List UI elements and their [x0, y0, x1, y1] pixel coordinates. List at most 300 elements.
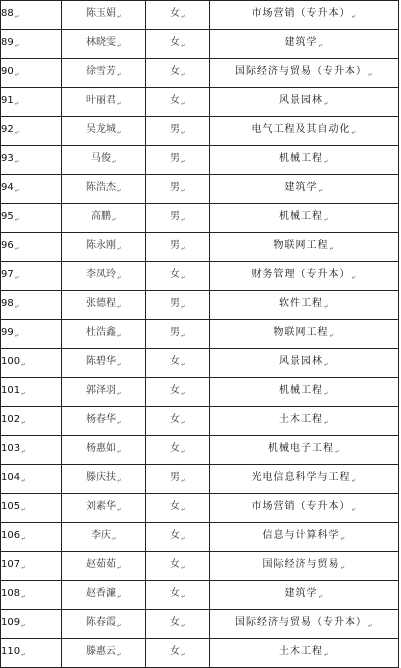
- name-text: 陈春霞: [86, 617, 117, 628]
- student-name-cell: [62, 407, 146, 436]
- name-text: 刘素华: [86, 501, 117, 512]
- paragraph-mark-icon: ⤶: [181, 41, 185, 49]
- name-text: 赵香濂: [86, 588, 117, 599]
- row-number-cell: [1, 117, 62, 146]
- no-text: 104: [1, 472, 21, 483]
- paragraph-mark-icon: ⤶: [14, 70, 19, 78]
- gender-text: 男: [170, 472, 181, 483]
- no-text: 90: [1, 66, 14, 77]
- row-number-cell: [1, 262, 62, 291]
- gender-cell: [146, 581, 210, 610]
- paragraph-mark-icon: ⤶: [14, 41, 19, 49]
- no-text: 106: [1, 530, 21, 541]
- row-number-cell: [1, 552, 62, 581]
- paragraph-mark-icon: ⤶: [324, 157, 329, 165]
- gender-cell: [146, 407, 210, 436]
- name-text: 杨惠如: [86, 443, 117, 454]
- paragraph-mark-icon: ⤶: [335, 447, 340, 455]
- no-text: 92: [1, 124, 14, 135]
- student-name-cell: [62, 610, 146, 639]
- paragraph-mark-icon: ⤶: [181, 99, 185, 107]
- major-text: 信息与计算科学: [262, 530, 340, 541]
- table-row: [1, 552, 399, 581]
- row-number-cell: [1, 610, 62, 639]
- paragraph-mark-icon: ⤶: [181, 650, 185, 658]
- gender-cell: [146, 233, 210, 262]
- paragraph-mark-icon: ⤶: [329, 244, 335, 252]
- name-text: 李庆: [91, 530, 112, 541]
- gender-text: 女: [170, 530, 181, 541]
- major-text: 物联网工程: [273, 327, 329, 338]
- paragraph-mark-icon: ⤶: [324, 650, 329, 658]
- student-name-cell: [62, 465, 146, 494]
- gender-text: 女: [170, 66, 181, 77]
- gender-text: 女: [170, 646, 181, 657]
- major-text: 建筑学: [284, 182, 318, 193]
- major-text: 机械工程: [279, 211, 324, 222]
- name-text: 滕庆扶: [86, 472, 117, 483]
- paragraph-mark-icon: ⤶: [181, 360, 185, 368]
- major-cell: [210, 117, 399, 146]
- major-cell: [210, 262, 399, 291]
- gender-text: 女: [170, 385, 181, 396]
- paragraph-mark-icon: ⤶: [117, 12, 121, 20]
- paragraph-mark-icon: ⤶: [318, 186, 324, 194]
- table-row: [1, 30, 399, 59]
- paragraph-mark-icon: ⤶: [14, 331, 19, 339]
- major-text: 财务管理（专升本）: [251, 269, 351, 280]
- gender-text: 女: [170, 617, 181, 628]
- table-row: [1, 146, 399, 175]
- major-cell: [210, 88, 399, 117]
- paragraph-mark-icon: ⤶: [117, 302, 121, 310]
- paragraph-mark-icon: ⤶: [117, 186, 121, 194]
- name-text: 滕惠云: [86, 646, 117, 657]
- student-name-cell: [62, 378, 146, 407]
- no-text: 100: [1, 356, 21, 367]
- student-name-cell: [62, 1, 146, 30]
- major-cell: [210, 1, 399, 30]
- gender-cell: [146, 175, 210, 204]
- gender-cell: [146, 523, 210, 552]
- paragraph-mark-icon: ⤶: [112, 534, 116, 542]
- major-text: 建筑学: [284, 588, 318, 599]
- no-text: 97: [1, 269, 14, 280]
- paragraph-mark-icon: ⤶: [181, 215, 185, 223]
- paragraph-mark-icon: ⤶: [117, 331, 121, 339]
- major-cell: [210, 30, 399, 59]
- table-row: [1, 581, 399, 610]
- major-cell: [210, 465, 399, 494]
- name-text: 叶丽君: [86, 95, 117, 106]
- gender-cell: [146, 378, 210, 407]
- gender-cell: [146, 1, 210, 30]
- paragraph-mark-icon: ⤶: [324, 99, 329, 107]
- no-text: 110: [1, 646, 21, 657]
- table-row: [1, 233, 399, 262]
- table-row: [1, 204, 399, 233]
- major-cell: [210, 581, 399, 610]
- student-name-cell: [62, 494, 146, 523]
- table-row: [1, 88, 399, 117]
- gender-text: 男: [170, 327, 181, 338]
- major-cell: [210, 610, 399, 639]
- row-number-cell: [1, 291, 62, 320]
- paragraph-mark-icon: ⤶: [181, 592, 185, 600]
- name-text: 林晓雯: [86, 37, 117, 48]
- paragraph-mark-icon: ⤶: [117, 273, 121, 281]
- paragraph-mark-icon: ⤶: [351, 273, 357, 281]
- gender-text: 女: [170, 269, 181, 280]
- paragraph-mark-icon: ⤶: [351, 476, 357, 484]
- paragraph-mark-icon: ⤶: [21, 505, 26, 513]
- row-number-cell: [1, 175, 62, 204]
- gender-cell: [146, 30, 210, 59]
- paragraph-mark-icon: ⤶: [181, 302, 185, 310]
- table-row: [1, 465, 399, 494]
- table-row: [1, 494, 399, 523]
- paragraph-mark-icon: ⤶: [324, 215, 329, 223]
- table-row: [1, 59, 399, 88]
- paragraph-mark-icon: ⤶: [21, 360, 26, 368]
- major-cell: [210, 639, 399, 668]
- paragraph-mark-icon: ⤶: [324, 360, 329, 368]
- gender-text: 男: [170, 211, 181, 222]
- student-name-cell: [62, 291, 146, 320]
- major-cell: [210, 233, 399, 262]
- name-text: 杨春华: [86, 414, 117, 425]
- student-name-cell: [62, 146, 146, 175]
- major-text: 国际经济与贸易（专升本）: [235, 66, 368, 77]
- name-text: 陈玉娟: [86, 8, 117, 19]
- major-text: 物联网工程: [273, 240, 329, 251]
- student-name-cell: [62, 349, 146, 378]
- row-number-cell: [1, 233, 62, 262]
- paragraph-mark-icon: ⤶: [112, 215, 116, 223]
- paragraph-mark-icon: ⤶: [21, 534, 26, 542]
- row-number-cell: [1, 146, 62, 175]
- major-cell: [210, 146, 399, 175]
- paragraph-mark-icon: ⤶: [112, 157, 116, 165]
- paragraph-mark-icon: ⤶: [14, 186, 19, 194]
- row-number-cell: [1, 494, 62, 523]
- gender-cell: [146, 291, 210, 320]
- table-row: [1, 1, 399, 30]
- student-name-cell: [62, 436, 146, 465]
- paragraph-mark-icon: ⤶: [117, 41, 121, 49]
- major-text: 机械工程: [279, 385, 324, 396]
- name-text: 郭泽羽: [86, 385, 117, 396]
- paragraph-mark-icon: ⤶: [181, 70, 185, 78]
- major-text: 光电信息科学与工程: [251, 472, 351, 483]
- gender-text: 女: [170, 414, 181, 425]
- paragraph-mark-icon: ⤶: [117, 505, 121, 513]
- name-text: 陈永刚: [86, 240, 117, 251]
- major-text: 国际经济与贸易（专升本）: [235, 617, 368, 628]
- major-cell: [210, 175, 399, 204]
- paragraph-mark-icon: ⤶: [181, 273, 185, 281]
- paragraph-mark-icon: ⤶: [117, 244, 121, 252]
- paragraph-mark-icon: ⤶: [117, 128, 121, 136]
- gender-cell: [146, 552, 210, 581]
- gender-text: 女: [170, 95, 181, 106]
- table-row: [1, 117, 399, 146]
- gender-text: 女: [170, 443, 181, 454]
- paragraph-mark-icon: ⤶: [351, 505, 357, 513]
- major-text: 国际经济与贸易: [262, 559, 340, 570]
- major-text: 软件工程: [279, 298, 324, 309]
- row-number-cell: [1, 436, 62, 465]
- paragraph-mark-icon: ⤶: [181, 476, 185, 484]
- no-text: 93: [1, 153, 14, 164]
- paragraph-mark-icon: ⤶: [21, 389, 26, 397]
- student-name-cell: [62, 59, 146, 88]
- paragraph-mark-icon: ⤶: [181, 505, 185, 513]
- table-row: [1, 175, 399, 204]
- gender-cell: [146, 494, 210, 523]
- major-cell: [210, 349, 399, 378]
- name-text: 杜浩鑫: [86, 327, 117, 338]
- gender-text: 女: [170, 588, 181, 599]
- paragraph-mark-icon: ⤶: [21, 621, 26, 629]
- gender-text: 女: [170, 37, 181, 48]
- paragraph-mark-icon: ⤶: [14, 157, 19, 165]
- no-text: 95: [1, 211, 14, 222]
- no-text: 101: [1, 385, 21, 396]
- no-text: 98: [1, 298, 14, 309]
- table-row: [1, 639, 399, 668]
- student-name-cell: [62, 175, 146, 204]
- roster-table-body: [1, 1, 399, 668]
- gender-cell: [146, 610, 210, 639]
- paragraph-mark-icon: ⤶: [181, 418, 185, 426]
- table-row: [1, 262, 399, 291]
- paragraph-mark-icon: ⤶: [329, 331, 335, 339]
- major-cell: [210, 291, 399, 320]
- major-cell: [210, 204, 399, 233]
- no-text: 102: [1, 414, 21, 425]
- paragraph-mark-icon: ⤶: [181, 563, 185, 571]
- student-name-cell: [62, 639, 146, 668]
- table-row: [1, 378, 399, 407]
- paragraph-mark-icon: ⤶: [181, 534, 185, 542]
- paragraph-mark-icon: ⤶: [324, 418, 329, 426]
- major-cell: [210, 320, 399, 349]
- gender-cell: [146, 117, 210, 146]
- major-cell: [210, 552, 399, 581]
- student-name-cell: [62, 117, 146, 146]
- row-number-cell: [1, 465, 62, 494]
- paragraph-mark-icon: ⤶: [21, 418, 26, 426]
- no-text: 91: [1, 95, 14, 106]
- paragraph-mark-icon: ⤶: [340, 534, 346, 542]
- paragraph-mark-icon: ⤶: [324, 389, 329, 397]
- table-row: [1, 407, 399, 436]
- paragraph-mark-icon: ⤶: [117, 592, 121, 600]
- row-number-cell: [1, 30, 62, 59]
- paragraph-mark-icon: ⤶: [181, 244, 185, 252]
- paragraph-mark-icon: ⤶: [14, 128, 19, 136]
- student-name-cell: [62, 523, 146, 552]
- gender-cell: [146, 204, 210, 233]
- no-text: 89: [1, 37, 14, 48]
- major-text: 风景园林: [279, 95, 324, 106]
- major-text: 市场营销（专升本）: [251, 8, 351, 19]
- gender-cell: [146, 320, 210, 349]
- gender-cell: [146, 465, 210, 494]
- gender-text: 男: [170, 298, 181, 309]
- row-number-cell: [1, 204, 62, 233]
- paragraph-mark-icon: ⤶: [181, 447, 185, 455]
- name-text: 吴龙城: [86, 124, 117, 135]
- student-name-cell: [62, 320, 146, 349]
- gender-cell: [146, 262, 210, 291]
- table-row: [1, 436, 399, 465]
- no-text: 94: [1, 182, 14, 193]
- paragraph-mark-icon: ⤶: [368, 621, 373, 629]
- paragraph-mark-icon: ⤶: [181, 186, 185, 194]
- paragraph-mark-icon: ⤶: [117, 418, 121, 426]
- gender-text: 女: [170, 559, 181, 570]
- table-row: [1, 523, 399, 552]
- paragraph-mark-icon: ⤶: [14, 302, 19, 310]
- row-number-cell: [1, 378, 62, 407]
- paragraph-mark-icon: ⤶: [117, 99, 121, 107]
- gender-text: 男: [170, 182, 181, 193]
- student-name-cell: [62, 262, 146, 291]
- name-text: 陈碧华: [86, 356, 117, 367]
- row-number-cell: [1, 581, 62, 610]
- name-text: 赵茹茹: [86, 559, 117, 570]
- row-number-cell: [1, 639, 62, 668]
- name-text: 张德程: [86, 298, 117, 309]
- paragraph-mark-icon: ⤶: [14, 12, 19, 20]
- name-text: 马俊: [91, 153, 112, 164]
- student-name-cell: [62, 30, 146, 59]
- paragraph-mark-icon: ⤶: [21, 650, 26, 658]
- major-cell: [210, 407, 399, 436]
- paragraph-mark-icon: ⤶: [117, 389, 121, 397]
- paragraph-mark-icon: ⤶: [14, 215, 19, 223]
- major-text: 建筑学: [284, 37, 318, 48]
- major-text: 土木工程: [279, 414, 324, 425]
- paragraph-mark-icon: ⤶: [318, 41, 324, 49]
- gender-text: 男: [170, 240, 181, 251]
- row-number-cell: [1, 523, 62, 552]
- table-row: [1, 291, 399, 320]
- table-row: [1, 320, 399, 349]
- major-cell: [210, 436, 399, 465]
- paragraph-mark-icon: ⤶: [181, 12, 185, 20]
- major-text: 土木工程: [279, 646, 324, 657]
- name-text: 李凤玲: [86, 269, 117, 280]
- student-name-cell: [62, 552, 146, 581]
- row-number-cell: [1, 407, 62, 436]
- no-text: 107: [1, 559, 21, 570]
- gender-text: 男: [170, 153, 181, 164]
- paragraph-mark-icon: ⤶: [21, 592, 26, 600]
- paragraph-mark-icon: ⤶: [117, 621, 121, 629]
- paragraph-mark-icon: ⤶: [117, 70, 121, 78]
- paragraph-mark-icon: ⤶: [117, 476, 121, 484]
- paragraph-mark-icon: ⤶: [21, 476, 26, 484]
- paragraph-mark-icon: ⤶: [117, 447, 121, 455]
- gender-cell: [146, 146, 210, 175]
- gender-cell: [146, 59, 210, 88]
- paragraph-mark-icon: ⤶: [318, 592, 324, 600]
- paragraph-mark-icon: ⤶: [351, 12, 357, 20]
- gender-cell: [146, 349, 210, 378]
- paragraph-mark-icon: ⤶: [351, 128, 357, 136]
- name-text: 徐雪芳: [86, 66, 117, 77]
- major-text: 机械工程: [279, 153, 324, 164]
- major-cell: [210, 59, 399, 88]
- paragraph-mark-icon: ⤶: [117, 650, 121, 658]
- paragraph-mark-icon: ⤶: [324, 302, 329, 310]
- name-text: 高鹏: [91, 211, 112, 222]
- paragraph-mark-icon: ⤶: [14, 244, 19, 252]
- paragraph-mark-icon: ⤶: [368, 70, 373, 78]
- paragraph-mark-icon: ⤶: [181, 621, 185, 629]
- gender-cell: [146, 88, 210, 117]
- row-number-cell: [1, 88, 62, 117]
- major-cell: [210, 523, 399, 552]
- gender-cell: [146, 639, 210, 668]
- paragraph-mark-icon: ⤶: [14, 99, 19, 107]
- major-cell: [210, 378, 399, 407]
- paragraph-mark-icon: ⤶: [181, 128, 185, 136]
- no-text: 103: [1, 443, 21, 454]
- table-row: [1, 349, 399, 378]
- row-number-cell: [1, 349, 62, 378]
- gender-text: 女: [170, 501, 181, 512]
- major-text: 电气工程及其自动化: [251, 124, 351, 135]
- paragraph-mark-icon: ⤶: [117, 563, 121, 571]
- major-cell: [210, 494, 399, 523]
- paragraph-mark-icon: ⤶: [181, 157, 185, 165]
- paragraph-mark-icon: ⤶: [14, 273, 19, 281]
- paragraph-mark-icon: ⤶: [117, 360, 121, 368]
- no-text: 108: [1, 588, 21, 599]
- paragraph-mark-icon: ⤶: [21, 447, 26, 455]
- paragraph-mark-icon: ⤶: [181, 331, 185, 339]
- no-text: 88: [1, 8, 14, 19]
- row-number-cell: [1, 59, 62, 88]
- student-name-cell: [62, 233, 146, 262]
- paragraph-mark-icon: ⤶: [181, 389, 185, 397]
- major-text: 市场营销（专升本）: [251, 501, 351, 512]
- paragraph-mark-icon: ⤶: [340, 563, 346, 571]
- student-name-cell: [62, 88, 146, 117]
- no-text: 105: [1, 501, 21, 512]
- major-text: 风景园林: [279, 356, 324, 367]
- row-number-cell: [1, 320, 62, 349]
- gender-cell: [146, 436, 210, 465]
- row-number-cell: [1, 1, 62, 30]
- no-text: 96: [1, 240, 14, 251]
- no-text: 99: [1, 327, 14, 338]
- gender-text: 女: [170, 356, 181, 367]
- paragraph-mark-icon: ⤶: [21, 563, 26, 571]
- no-text: 109: [1, 617, 21, 628]
- gender-text: 男: [170, 124, 181, 135]
- student-name-cell: [62, 581, 146, 610]
- gender-text: 女: [170, 8, 181, 19]
- name-text: 陈浩杰: [86, 182, 117, 193]
- major-text: 机械电子工程: [268, 443, 335, 454]
- student-name-cell: [62, 204, 146, 233]
- table-row: [1, 610, 399, 639]
